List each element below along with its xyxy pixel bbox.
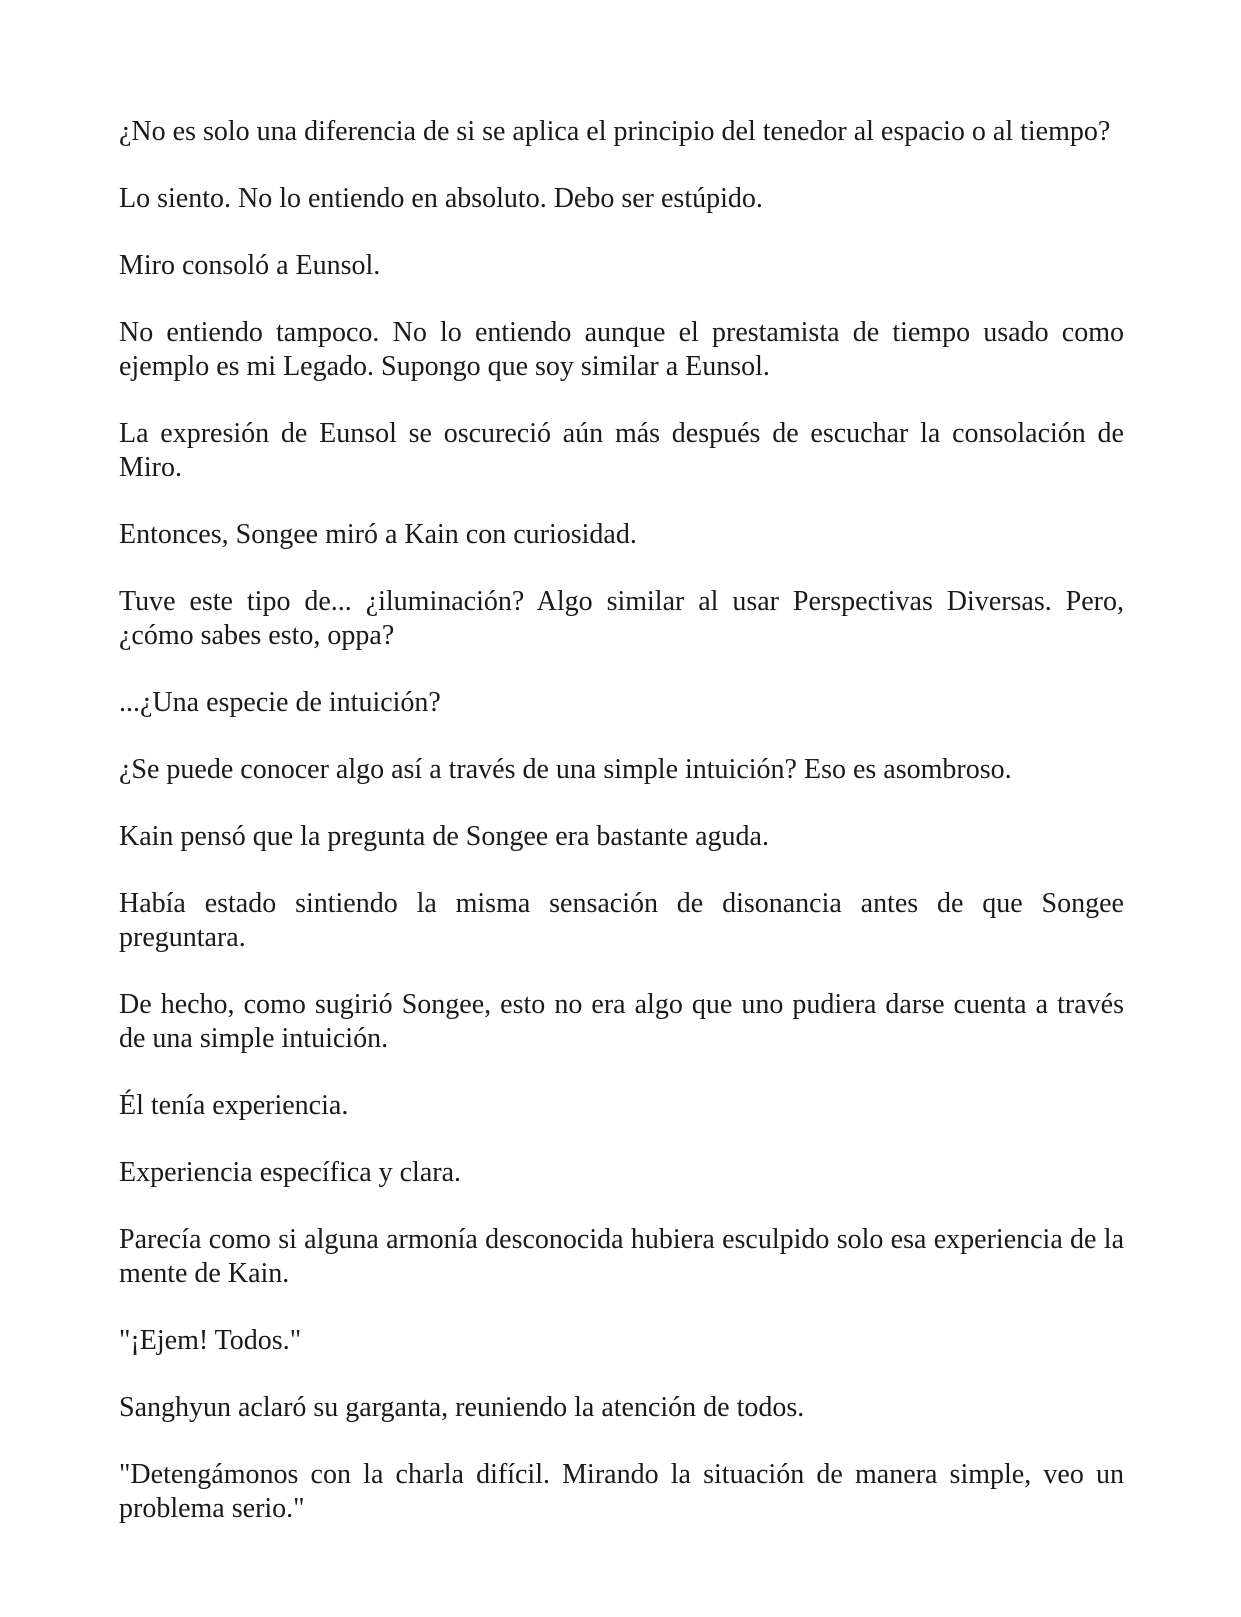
paragraph: ...¿Una especie de intuición? xyxy=(119,687,441,718)
paragraph: Experiencia específica y clara. xyxy=(119,1157,462,1188)
paragraph: "Detengámonos con la charla difícil. Mirando la situación de manera simple, veo un problema serio." xyxy=(119,1459,1124,1524)
paragraph: No entiendo tampoco. No lo entiendo aunque el prestamista de tiempo usado como ejemplo es mi Legado. Supongo que soy similar a Eunsol. xyxy=(119,317,1124,382)
paragraph: ¿No es solo una diferencia de si se aplica el principio del tenedor al espacio o al tiempo? xyxy=(119,116,1111,147)
paragraph: Entonces, Songee miró a Kain con curiosidad. xyxy=(119,519,637,550)
paragraph: Parecía como si alguna armonía desconocida hubiera esculpido solo esa experiencia de la mente de Kain. xyxy=(119,1224,1124,1289)
paragraph: ¿Se puede conocer algo así a través de una simple intuición? Eso es asombroso. xyxy=(119,754,1012,785)
paragraph: "¡Ejem! Todos." xyxy=(119,1325,302,1356)
paragraph: Miro consoló a Eunsol. xyxy=(119,250,381,281)
paragraph: La expresión de Eunsol se oscureció aún más después de escuchar la consolación de Miro. xyxy=(119,418,1124,483)
paragraph: Tuve este tipo de... ¿iluminación? Algo similar al usar Perspectivas Diversas. Pero, ¿cómo sabes esto, oppa? xyxy=(119,586,1124,651)
document-body xyxy=(119,115,1124,1559)
paragraph: Sanghyun aclaró su garganta, reuniendo la atención de todos. xyxy=(119,1392,805,1423)
paragraph: Había estado sintiendo la misma sensación de disonancia antes de que Songee preguntara. xyxy=(119,888,1124,953)
paragraph: Él tenía experiencia. xyxy=(119,1090,349,1121)
paragraph: De hecho, como sugirió Songee, esto no era algo que uno pudiera darse cuenta a través de una simple intuición. xyxy=(119,989,1124,1054)
paragraph: Kain pensó que la pregunta de Songee era bastante aguda. xyxy=(119,821,769,852)
paragraph: Lo siento. No lo entiendo en absoluto. Debo ser estúpido. xyxy=(119,183,763,214)
